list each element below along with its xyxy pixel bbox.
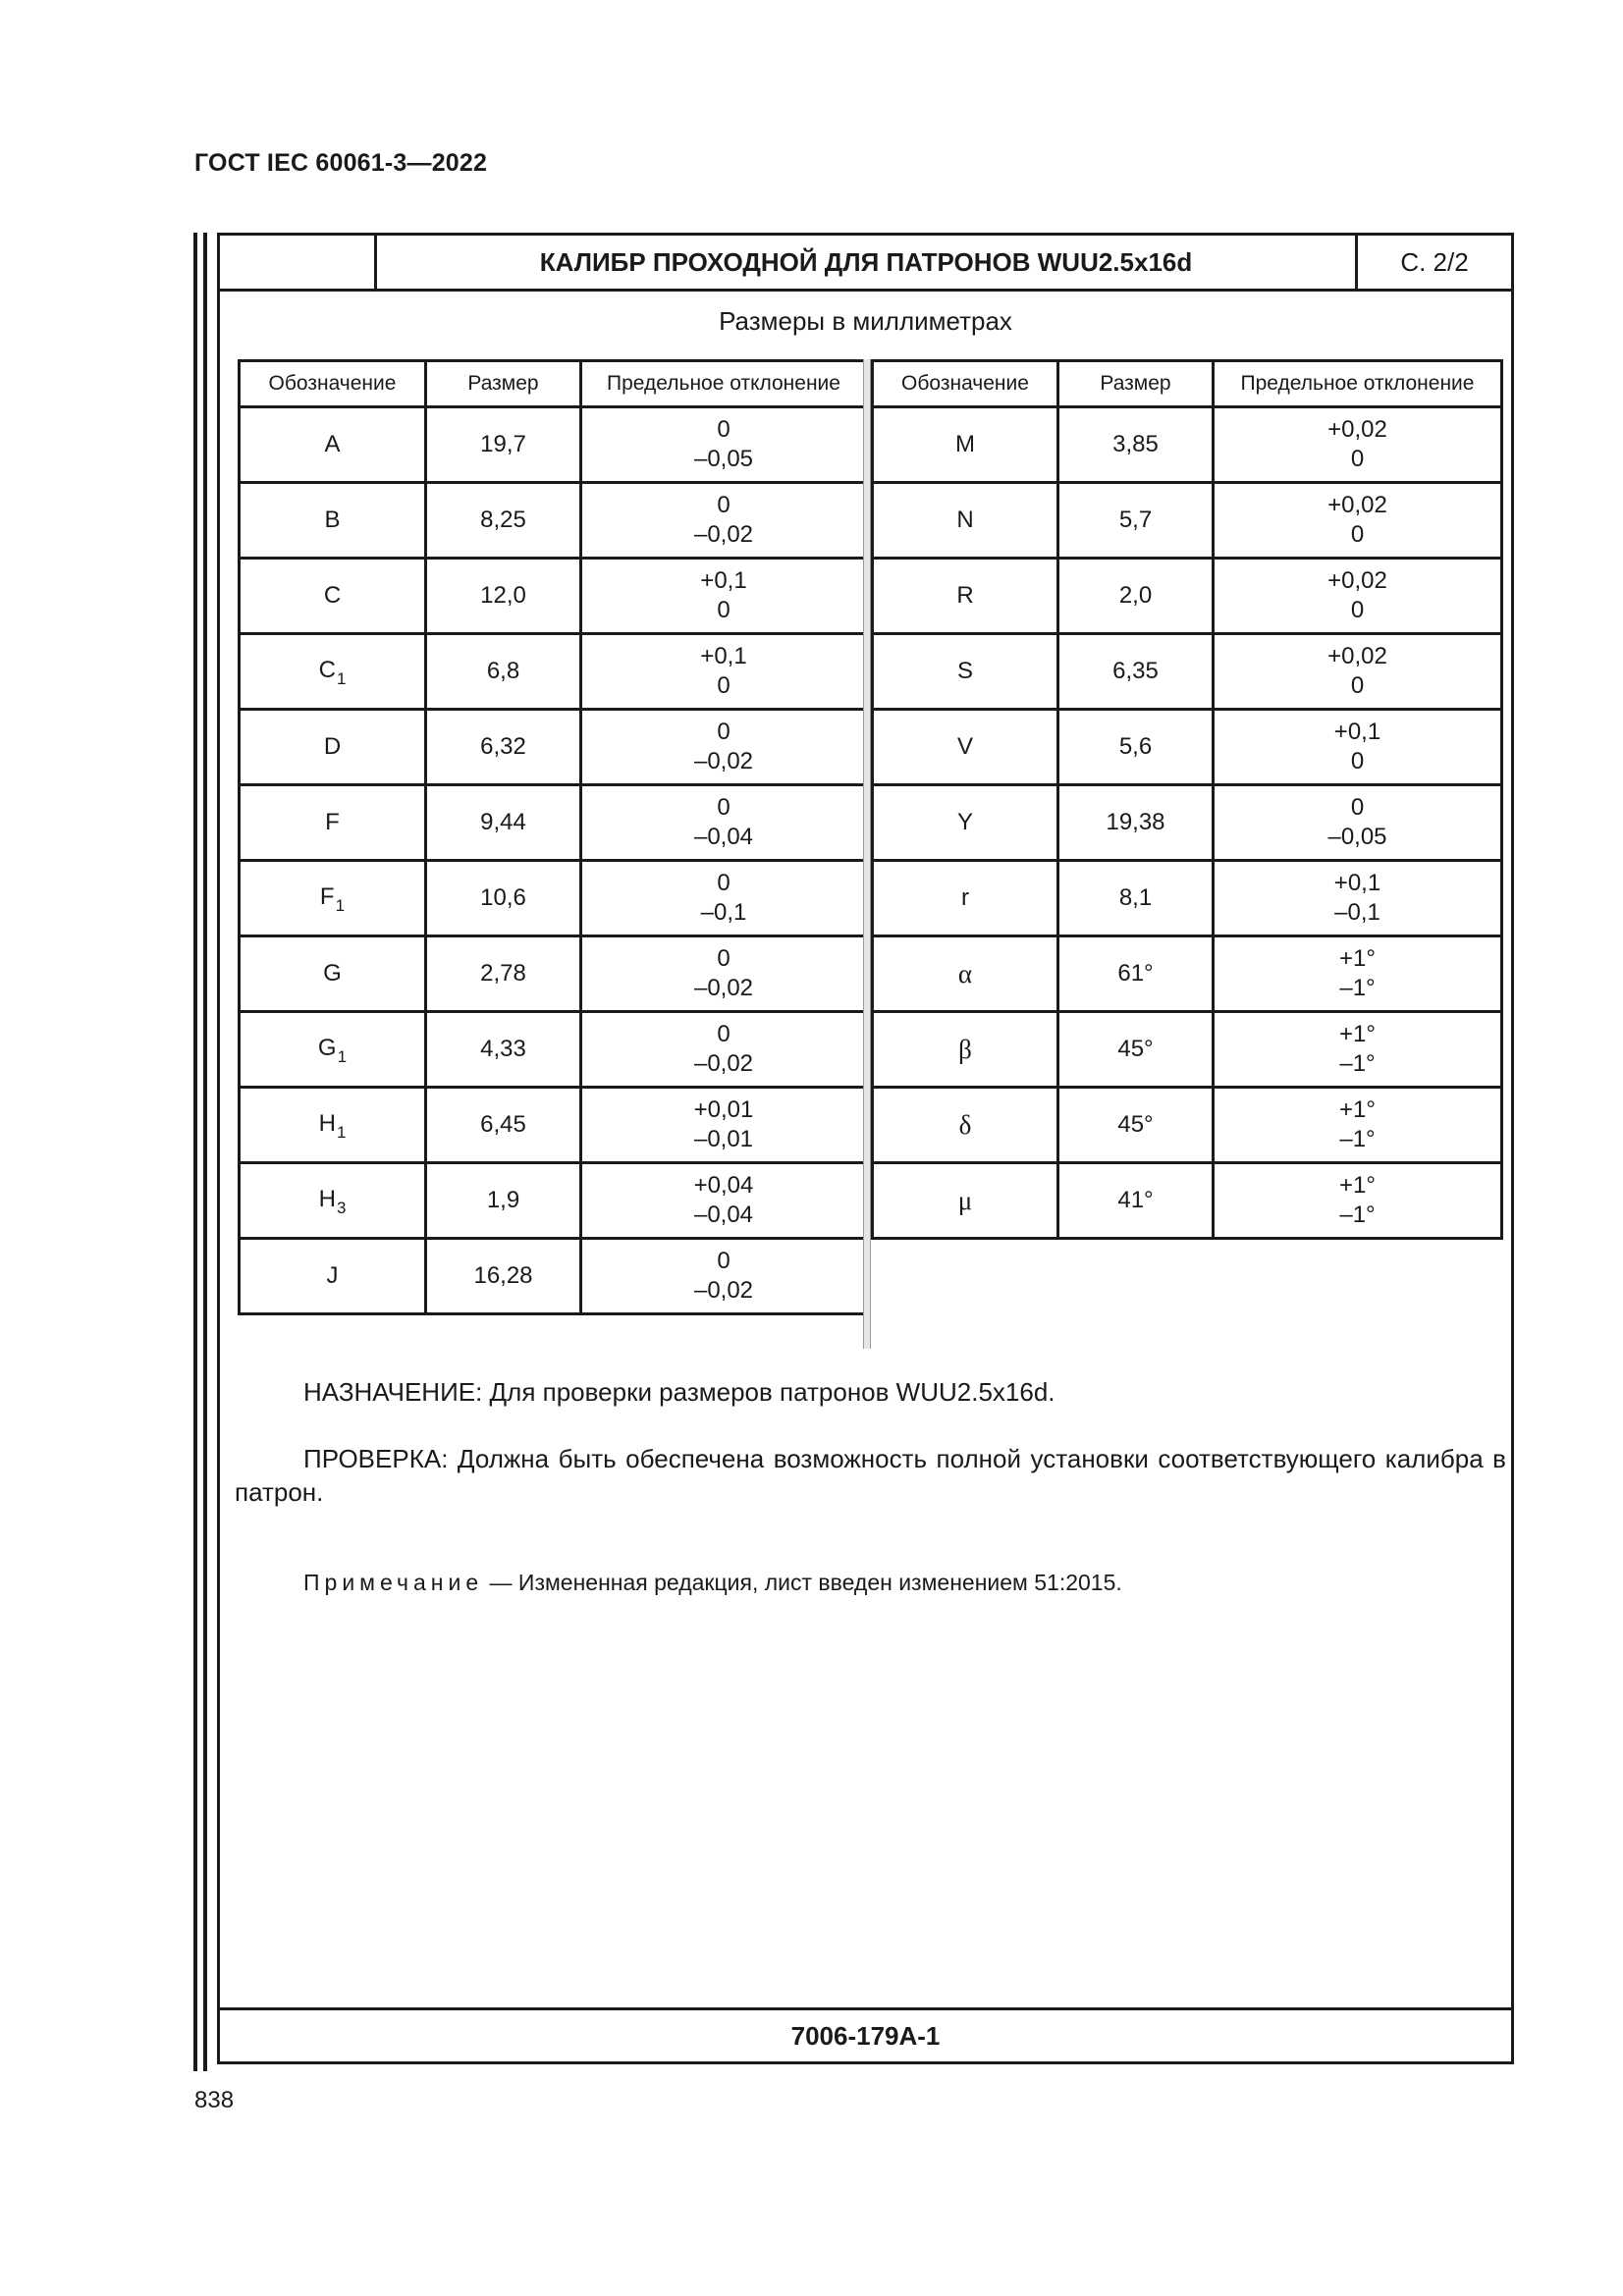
deviation-lower: –0,04 (693, 1201, 754, 1228)
deviation-cell (581, 1239, 867, 1314)
table-row (873, 634, 1502, 710)
size-cell: 10,6 (426, 861, 581, 936)
designation-symbol: H (318, 1110, 336, 1137)
header-deviation: Предельное отклонение (1214, 361, 1502, 407)
designation-symbol: F (319, 883, 335, 910)
title-blank-cell (220, 236, 377, 289)
table-row (873, 559, 1502, 634)
header-designation: Обозначение (240, 361, 426, 407)
deviation-upper: 0 (717, 794, 730, 821)
designation-cell (873, 710, 1058, 785)
designation-symbol: B (324, 507, 341, 533)
designation-symbol: F (325, 809, 340, 835)
designation-cell (873, 559, 1058, 634)
size-cell: 6,32 (426, 710, 581, 785)
binding-line-outer (193, 233, 197, 2071)
deviation-lower: –0,1 (700, 899, 747, 926)
note-text: — Измененная редакция, лист введен изменением 51:2015. (483, 1570, 1122, 1595)
designation-symbol: C (323, 582, 342, 609)
deviation-cell (1214, 407, 1502, 483)
designation-symbol: r (961, 884, 969, 911)
deviation-upper: +1° (1339, 945, 1376, 972)
binding-line-inner (203, 233, 207, 2071)
deviation-cell (1214, 936, 1502, 1012)
designation-cell (240, 483, 426, 559)
designation-symbol: C (318, 657, 336, 683)
table-row (240, 1239, 867, 1314)
note (303, 1570, 1122, 1596)
title-block (220, 236, 1511, 292)
designation-cell (873, 1088, 1058, 1163)
designation-symbol: N (956, 507, 974, 533)
designation-symbol: Y (956, 809, 973, 835)
deviation-lower: –0,04 (693, 824, 754, 850)
deviation-lower: 0 (1350, 748, 1365, 774)
deviation-lower: 0 (1350, 446, 1365, 472)
deviation-lower: –0,05 (1327, 824, 1387, 850)
designation-cell (873, 1012, 1058, 1088)
dimensions-table-right (871, 359, 1503, 1240)
designation-cell (873, 861, 1058, 936)
deviation-upper: +1° (1339, 1172, 1376, 1199)
purpose-text: НАЗНАЧЕНИЕ: Для проверки размеров патронов WUU2.5x16d. (303, 1377, 1055, 1407)
deviation-lower: –0,02 (693, 1050, 754, 1077)
designation-subscript: 1 (335, 896, 346, 915)
table-row (240, 407, 867, 483)
size-cell: 9,44 (426, 785, 581, 861)
deviation-upper: +0,04 (693, 1172, 754, 1199)
table-row (873, 1163, 1502, 1239)
deviation-lower: –0,05 (693, 446, 754, 472)
header-size: Размер (426, 361, 581, 407)
deviation-upper: +0,02 (1327, 567, 1387, 594)
size-cell: 1,9 (426, 1163, 581, 1239)
table-header-row (873, 361, 1502, 407)
designation-cell (240, 1163, 426, 1239)
deviation-upper: +0,02 (1327, 416, 1387, 443)
designation-cell (240, 1088, 426, 1163)
deviation-upper: +0,02 (1327, 643, 1387, 669)
size-cell: 2,78 (426, 936, 581, 1012)
designation-cell (240, 1239, 426, 1314)
deviation-upper: +0,02 (1327, 492, 1387, 518)
table-row (873, 710, 1502, 785)
table-row (240, 1163, 867, 1239)
table-row (873, 861, 1502, 936)
designation-symbol: V (956, 733, 973, 760)
deviation-cell (581, 1012, 867, 1088)
drawing-frame (217, 233, 1514, 2064)
designation-cell (873, 634, 1058, 710)
deviation-lower: –0,02 (693, 1277, 754, 1304)
size-cell: 5,7 (1058, 483, 1214, 559)
deviation-cell (1214, 483, 1502, 559)
deviation-upper: 0 (717, 492, 730, 518)
deviation-cell (1214, 634, 1502, 710)
deviation-cell (1214, 1088, 1502, 1163)
deviation-upper: 0 (717, 945, 730, 972)
deviation-lower: –0,1 (1334, 899, 1380, 926)
designation-symbol: α (957, 959, 973, 988)
designation-cell (873, 407, 1058, 483)
page-number: 838 (194, 2087, 235, 2113)
table-row (873, 1012, 1502, 1088)
table-row (873, 936, 1502, 1012)
size-cell: 4,33 (426, 1012, 581, 1088)
size-cell: 6,35 (1058, 634, 1214, 710)
deviation-lower: –0,01 (693, 1126, 754, 1152)
size-cell: 19,38 (1058, 785, 1214, 861)
designation-cell (873, 936, 1058, 1012)
designation-symbol: D (323, 733, 342, 760)
deviation-lower: 0 (717, 672, 730, 699)
designation-subscript: 1 (337, 1047, 348, 1066)
designation-symbol: S (956, 658, 973, 684)
deviation-cell (581, 407, 867, 483)
table-row (240, 785, 867, 861)
size-cell: 2,0 (1058, 559, 1214, 634)
size-cell: 45° (1058, 1088, 1214, 1163)
size-cell: 6,45 (426, 1088, 581, 1163)
deviation-lower: –1° (1339, 1050, 1376, 1077)
designation-cell (240, 1012, 426, 1088)
size-cell: 12,0 (426, 559, 581, 634)
deviation-upper: +0,1 (1333, 719, 1381, 745)
deviation-lower: –1° (1339, 1126, 1376, 1152)
deviation-cell (581, 785, 867, 861)
deviation-upper: 0 (717, 719, 730, 745)
deviation-upper: 0 (717, 1248, 730, 1274)
deviation-cell (581, 936, 867, 1012)
deviation-upper: 0 (717, 416, 730, 443)
deviation-lower: –1° (1339, 1201, 1376, 1228)
deviation-upper: +0,1 (1333, 870, 1381, 896)
designation-symbol: μ (957, 1186, 973, 1215)
designation-cell (873, 483, 1058, 559)
deviation-lower: –1° (1339, 975, 1376, 1001)
table-row (873, 407, 1502, 483)
deviation-lower: 0 (1350, 597, 1365, 623)
deviation-upper: +0,1 (700, 643, 747, 669)
designation-symbol: M (955, 431, 975, 457)
table-row (240, 483, 867, 559)
table-divider (863, 359, 871, 1349)
size-cell: 19,7 (426, 407, 581, 483)
designation-subscript: 1 (336, 1123, 347, 1142)
size-cell: 3,85 (1058, 407, 1214, 483)
sheet-title: КАЛИБР ПРОХОДНОЙ ДЛЯ ПАТРОНОВ WUU2.5x16d (377, 236, 1358, 289)
designation-subscript: 3 (336, 1199, 347, 1217)
table-row (240, 1088, 867, 1163)
units-caption: Размеры в миллиметрах (719, 306, 1012, 336)
deviation-lower: –0,02 (693, 521, 754, 548)
size-cell: 61° (1058, 936, 1214, 1012)
designation-cell (240, 407, 426, 483)
designation-subscript: 1 (336, 669, 347, 688)
table-row (240, 559, 867, 634)
deviation-lower: 0 (1350, 521, 1365, 548)
table-row (240, 710, 867, 785)
deviation-upper: +1° (1339, 1096, 1376, 1123)
deviation-upper: +0,01 (693, 1096, 754, 1123)
designation-symbol: A (324, 431, 341, 457)
sheet-page: С. 2/2 (1400, 246, 1469, 277)
designation-symbol: G (323, 960, 342, 987)
deviation-cell (1214, 710, 1502, 785)
size-cell: 8,1 (1058, 861, 1214, 936)
note-label: Примечание (303, 1570, 484, 1595)
size-cell: 8,25 (426, 483, 581, 559)
drawing-number: 7006-179A-1 (220, 2007, 1511, 2061)
deviation-upper: 0 (1350, 794, 1365, 821)
deviation-cell (581, 483, 867, 559)
deviation-cell (1214, 785, 1502, 861)
designation-cell (240, 936, 426, 1012)
designation-cell (240, 559, 426, 634)
table-row (873, 1088, 1502, 1163)
designation-cell (240, 634, 426, 710)
table-row (240, 936, 867, 1012)
table-row (873, 483, 1502, 559)
size-cell: 16,28 (426, 1239, 581, 1314)
designation-cell (240, 785, 426, 861)
table-header-row (240, 361, 867, 407)
table-row (240, 861, 867, 936)
size-cell: 6,8 (426, 634, 581, 710)
deviation-upper: 0 (717, 1021, 730, 1047)
header-designation: Обозначение (873, 361, 1058, 407)
designation-cell (240, 861, 426, 936)
deviation-cell (581, 559, 867, 634)
deviation-upper: 0 (717, 870, 730, 896)
designation-cell (240, 710, 426, 785)
deviation-lower: 0 (717, 597, 730, 623)
deviation-upper: +0,1 (700, 567, 747, 594)
deviation-cell (581, 710, 867, 785)
header-deviation: Предельное отклонение (581, 361, 867, 407)
deviation-cell (1214, 1012, 1502, 1088)
size-cell: 45° (1058, 1012, 1214, 1088)
designation-cell (873, 785, 1058, 861)
designation-symbol: G (317, 1035, 337, 1061)
deviation-cell (581, 1088, 867, 1163)
size-cell: 41° (1058, 1163, 1214, 1239)
table-row (873, 785, 1502, 861)
deviation-cell (581, 861, 867, 936)
deviation-cell (581, 1163, 867, 1239)
deviation-cell (1214, 559, 1502, 634)
designation-symbol: J (326, 1262, 339, 1289)
header-size: Размер (1058, 361, 1214, 407)
designation-symbol: R (956, 582, 974, 609)
designation-symbol: δ (958, 1110, 972, 1140)
deviation-upper: +1° (1339, 1021, 1376, 1047)
deviation-cell (1214, 861, 1502, 936)
table-row (240, 634, 867, 710)
document-header: ГОСТ IEC 60061-3—2022 (194, 149, 488, 177)
size-cell: 5,6 (1058, 710, 1214, 785)
deviation-cell (581, 634, 867, 710)
deviation-lower: –0,02 (693, 748, 754, 774)
check-text: ПРОВЕРКА: Должна быть обеспечена возможность полной установки соответствующего калибра в патрон. (235, 1444, 1506, 1507)
designation-symbol: β (958, 1035, 972, 1064)
table-row (240, 1012, 867, 1088)
deviation-lower: –0,02 (693, 975, 754, 1001)
designation-symbol: H (318, 1186, 336, 1212)
designation-cell (873, 1163, 1058, 1239)
deviation-cell (1214, 1163, 1502, 1239)
deviation-lower: 0 (1350, 672, 1365, 699)
dimensions-table-left (238, 359, 868, 1315)
